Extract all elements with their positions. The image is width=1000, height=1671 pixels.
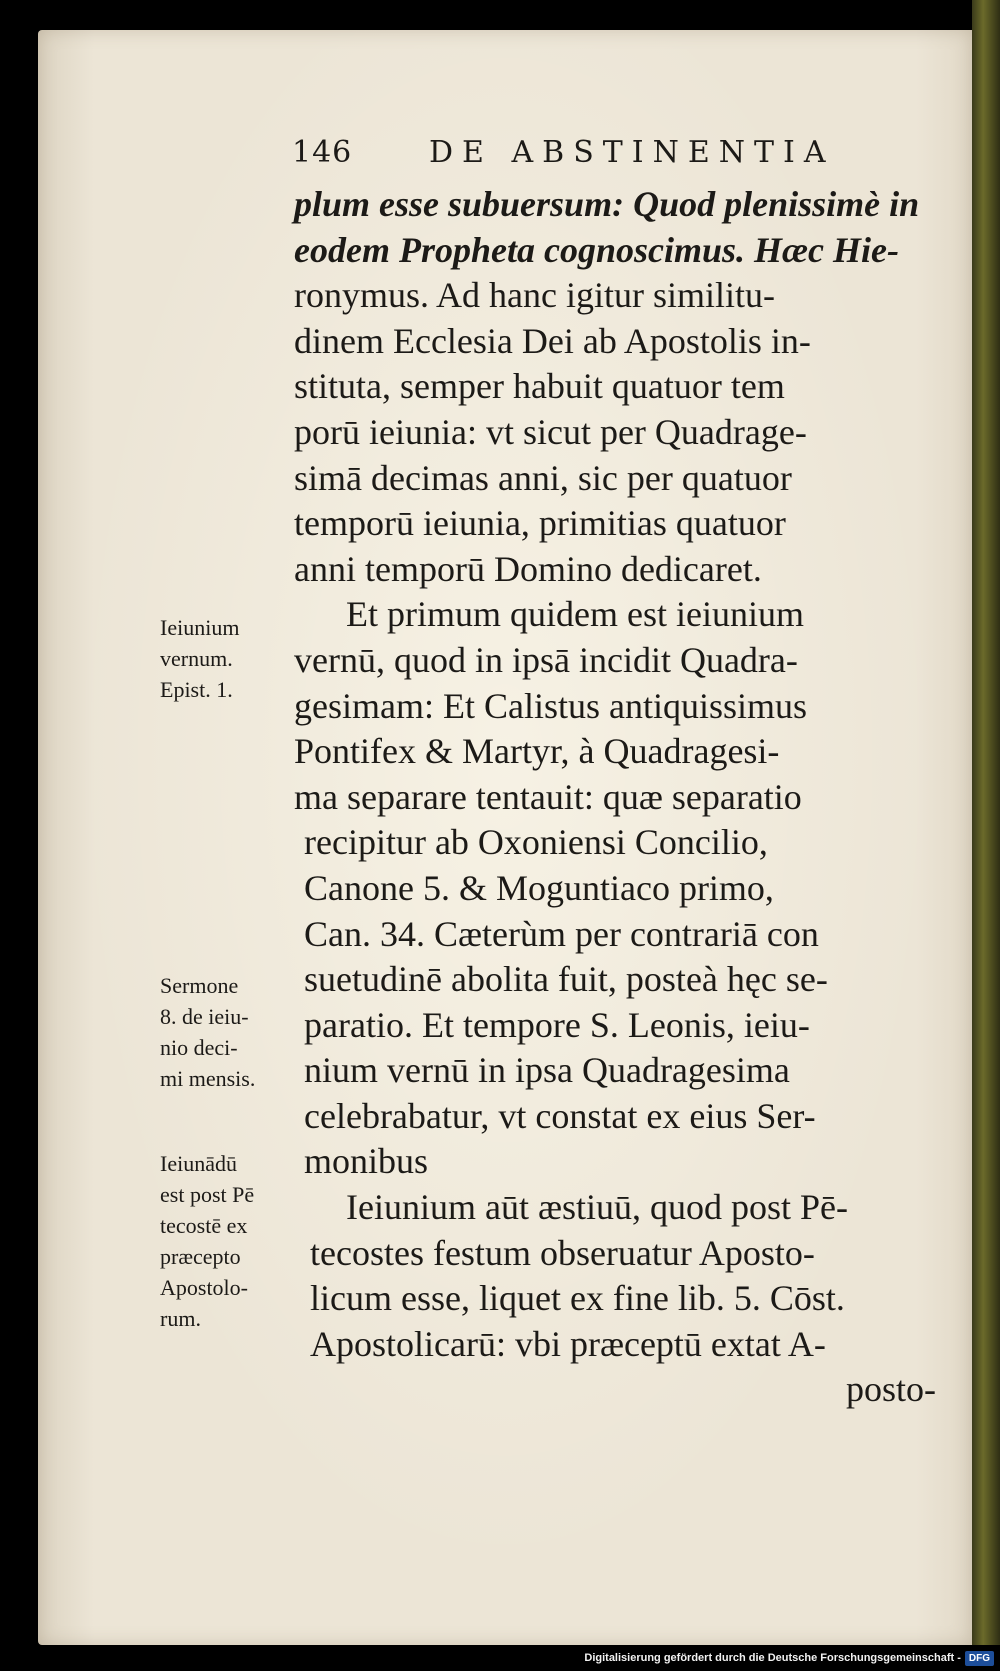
- text-line: ma separare tentauit: quæ separatio: [294, 776, 802, 817]
- text-line: suetudinē abolita fuit, posteà hęc se-: [304, 959, 828, 1000]
- text-line: ronymus. Ad hanc igitur similitu-: [294, 275, 775, 316]
- text-line: anni temporū Domino dedicaret.: [294, 548, 762, 589]
- catchword: posto-: [846, 1369, 936, 1410]
- text-line: Canone 5. & Moguntiaco primo,: [304, 867, 774, 908]
- text-line: gesimam: Et Calistus antiquissimus: [294, 685, 807, 726]
- text-line: tecostes festum obseruatur Aposto-: [310, 1232, 815, 1273]
- text-line: Can. 34. Cæterùm per contrariā con: [304, 913, 819, 954]
- margin-note-line: vernum.: [160, 646, 233, 671]
- margin-note: [160, 612, 300, 705]
- margin-note-line: Apostolo-: [160, 1275, 248, 1300]
- text-line: Pontifex & Martyr, à Quadragesi-: [294, 731, 780, 772]
- dfg-logo-icon: DFG: [965, 1651, 994, 1666]
- margin-note-line: est post Pē: [160, 1182, 255, 1207]
- text-line: celebrabatur, vt constat ex eius Ser-: [304, 1095, 816, 1136]
- text-line: recipitur ab Oxoniensi Concilio,: [304, 822, 768, 863]
- margin-note-line: Epist. 1.: [160, 677, 233, 702]
- margin-note-line: Sermone: [160, 973, 239, 998]
- margin-note-line: Ieiunādū: [160, 1151, 237, 1176]
- book-cover-edge: [972, 0, 1000, 1645]
- text-line: nium vernū in ipsa Quadragesima: [304, 1050, 790, 1091]
- margin-note-line: rum.: [160, 1306, 201, 1331]
- text-line: porū ieiunia: vt sicut per Quadrage-: [294, 411, 807, 452]
- running-head: [292, 135, 932, 175]
- text-line: Apostolicarū: vbi præceptū extat A-: [310, 1323, 826, 1364]
- text-line: plum esse subuersum: Quod plenissimè in: [294, 184, 920, 224]
- margin-note-line: nio deci-: [160, 1035, 238, 1060]
- margin-note: [160, 1148, 300, 1334]
- text-line: dinem Ecclesia Dei ab Apostolis in-: [294, 320, 811, 361]
- text-line: stituta, semper habuit quatuor tem: [294, 366, 785, 407]
- text-line: paratio. Et tempore S. Leonis, ieiu-: [304, 1004, 810, 1045]
- text-line: monibus: [304, 1141, 429, 1182]
- text-line: Et primum quidem est ieiunium: [346, 594, 804, 635]
- margin-note-line: 8. de ieiu-: [160, 1004, 249, 1029]
- margin-note-line: tecostē ex: [160, 1213, 248, 1238]
- margin-note-line: Ieiunium: [160, 615, 240, 640]
- margin-note: [160, 970, 300, 1094]
- body-text: [294, 182, 944, 1413]
- running-head-title: DE ABSTINENTIA: [429, 135, 835, 170]
- text-line: eodem Propheta cognoscimus. Hæc Hie-: [294, 229, 899, 270]
- margin-note-line: mi mensis.: [160, 1066, 256, 1091]
- margin-note-line: præcepto: [160, 1244, 241, 1269]
- page-number: 146: [292, 135, 353, 170]
- text-line: Ieiunium aūt æstiuū, quod post Pē-: [346, 1187, 848, 1228]
- digitization-credit: [584, 1649, 994, 1667]
- text-line: temporū ieiunia, primitias quatuor: [294, 503, 786, 544]
- text-line: simā decimas anni, sic per quatuor: [294, 457, 792, 498]
- text-line: licum esse, liquet ex fine lib. 5. Cōst.: [310, 1278, 845, 1319]
- credit-text: Digitalisierung gefördert durch die Deutsche Forschungsgemeinschaft -: [584, 1652, 961, 1664]
- text-line: vernū, quod in ipsā incidit Quadra-: [294, 639, 798, 680]
